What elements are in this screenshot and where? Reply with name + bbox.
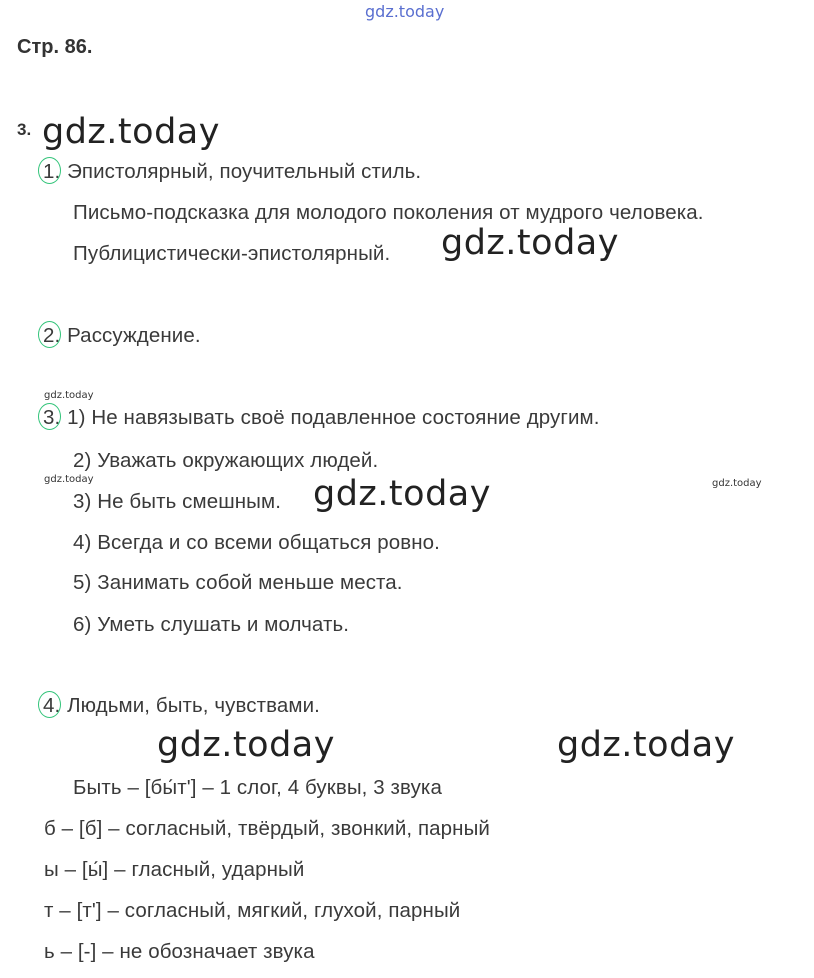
answer-3-line-1	[42, 406, 600, 430]
watermark: gdz.today	[313, 474, 491, 514]
page-reference: Стр. 86.	[17, 36, 93, 58]
answer-3-item-3: 3) Не быть смешным.	[73, 490, 282, 513]
watermark-small: gdz.today	[712, 478, 762, 489]
watermark-top: gdz.today	[365, 2, 445, 21]
answer-1-line-2: Письмо-подсказка для молодого поколения от мудрого человека.	[73, 201, 704, 224]
watermark: gdz.today	[157, 725, 335, 765]
answer-3-number: 3.	[43, 406, 61, 429]
answer-1-line-1	[42, 160, 421, 184]
phonetic-analysis-header: Быть – [бы́т'] – 1 слог, 4 буквы, 3 звука	[73, 776, 442, 799]
answer-3-item-6: 6) Уметь слушать и молчать.	[73, 613, 350, 636]
answer-2-line-1	[42, 324, 201, 348]
answer-2-text: Рассуждение.	[67, 324, 201, 347]
phonetic-letter-y: ы – [ы́] – гласный, ударный	[44, 858, 305, 881]
answer-3-item-4: 4) Всегда и со всеми общаться ровно.	[73, 531, 440, 554]
answer-1-line-3: Публицистически-эпистолярный.	[73, 242, 391, 265]
watermark-small: gdz.today	[44, 390, 94, 401]
answer-4-number: 4.	[43, 694, 61, 717]
watermark: gdz.today	[441, 223, 619, 263]
watermark: gdz.today	[557, 725, 735, 765]
answer-3-item-1: 1) Не навязывать своё подавленное состояние другим.	[67, 406, 600, 429]
task-number: 3.	[17, 120, 32, 139]
phonetic-letter-b: б – [б] – согласный, твёрдый, звонкий, парный	[44, 817, 490, 840]
phonetic-letter-soft-sign: ь – [-] – не обозначает звука	[44, 940, 315, 963]
answer-2-number: 2.	[43, 324, 61, 347]
answer-1-number: 1.	[43, 160, 61, 183]
answer-3-item-5: 5) Занимать собой меньше места.	[73, 571, 403, 594]
watermark: gdz.today	[42, 112, 220, 152]
answer-3-item-2: 2) Уважать окружающих людей.	[73, 449, 379, 472]
phonetic-letter-t: т – [т'] – согласный, мягкий, глухой, парный	[44, 899, 461, 922]
answer-1-text: Эпистолярный, поучительный стиль.	[67, 160, 422, 183]
answer-4-line-1	[42, 694, 320, 718]
watermark-small: gdz.today	[44, 474, 94, 485]
answer-4-text: Людьми, быть, чувствами.	[67, 694, 320, 717]
